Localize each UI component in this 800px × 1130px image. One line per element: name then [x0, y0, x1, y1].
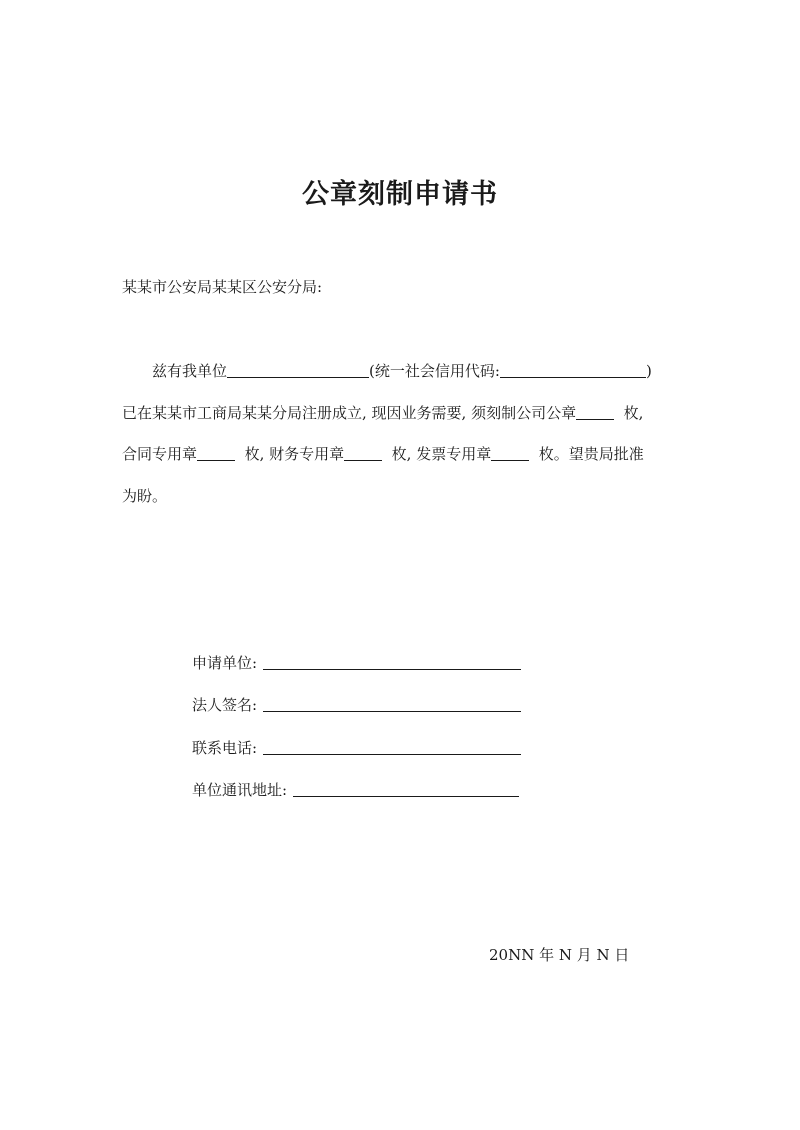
body-line-4 — [122, 485, 167, 506]
invoice-seal-count-blank[interactable] — [491, 444, 529, 461]
legal-signature-field[interactable] — [263, 695, 521, 712]
finance-seal-count-blank[interactable] — [344, 444, 382, 461]
credit-code-blank[interactable] — [500, 361, 646, 378]
contact-phone-row — [192, 737, 521, 758]
applicant-unit-label: 申请单位: — [192, 654, 258, 672]
body-text: 兹有我单位 — [152, 362, 228, 380]
unit-address-label: 单位通讯地址: — [192, 781, 288, 799]
body-text: ) — [645, 362, 652, 380]
body-text: 为盼。 — [122, 487, 168, 505]
contract-seal-count-blank[interactable] — [197, 444, 235, 461]
body-text: 枚, — [623, 404, 644, 422]
document-title: 公章刻制申请书 — [302, 179, 498, 210]
body-text: (统一社会信用代码: — [369, 362, 500, 380]
company-seal-count-blank[interactable] — [576, 403, 614, 420]
body-text: 枚, 财务专用章 — [244, 445, 345, 463]
body-text: 已在某某市工商局某某分局注册成立, 现因业务需要, 须刻制公司公章 — [122, 404, 577, 422]
unit-name-blank[interactable] — [227, 361, 369, 378]
body-text: 枚。望贵局批准 — [538, 445, 644, 463]
contact-phone-field[interactable] — [263, 738, 521, 755]
legal-signature-row — [192, 694, 521, 715]
contact-phone-label: 联系电话: — [192, 739, 258, 757]
unit-address-row — [192, 779, 519, 800]
applicant-unit-row — [192, 652, 521, 673]
applicant-unit-field[interactable] — [263, 653, 521, 670]
legal-signature-label: 法人签名: — [192, 696, 258, 714]
body-text: 枚, 发票专用章 — [391, 445, 492, 463]
body-line-2 — [122, 402, 643, 423]
body-line-3 — [122, 443, 644, 464]
body-line-1 — [152, 360, 652, 381]
addressee: 某某市公安局某某区公安分局: — [122, 278, 323, 296]
document-date: 20NN 年 N 月 N 日 — [489, 946, 630, 964]
unit-address-field[interactable] — [293, 780, 519, 797]
body-text: 合同专用章 — [122, 445, 198, 463]
